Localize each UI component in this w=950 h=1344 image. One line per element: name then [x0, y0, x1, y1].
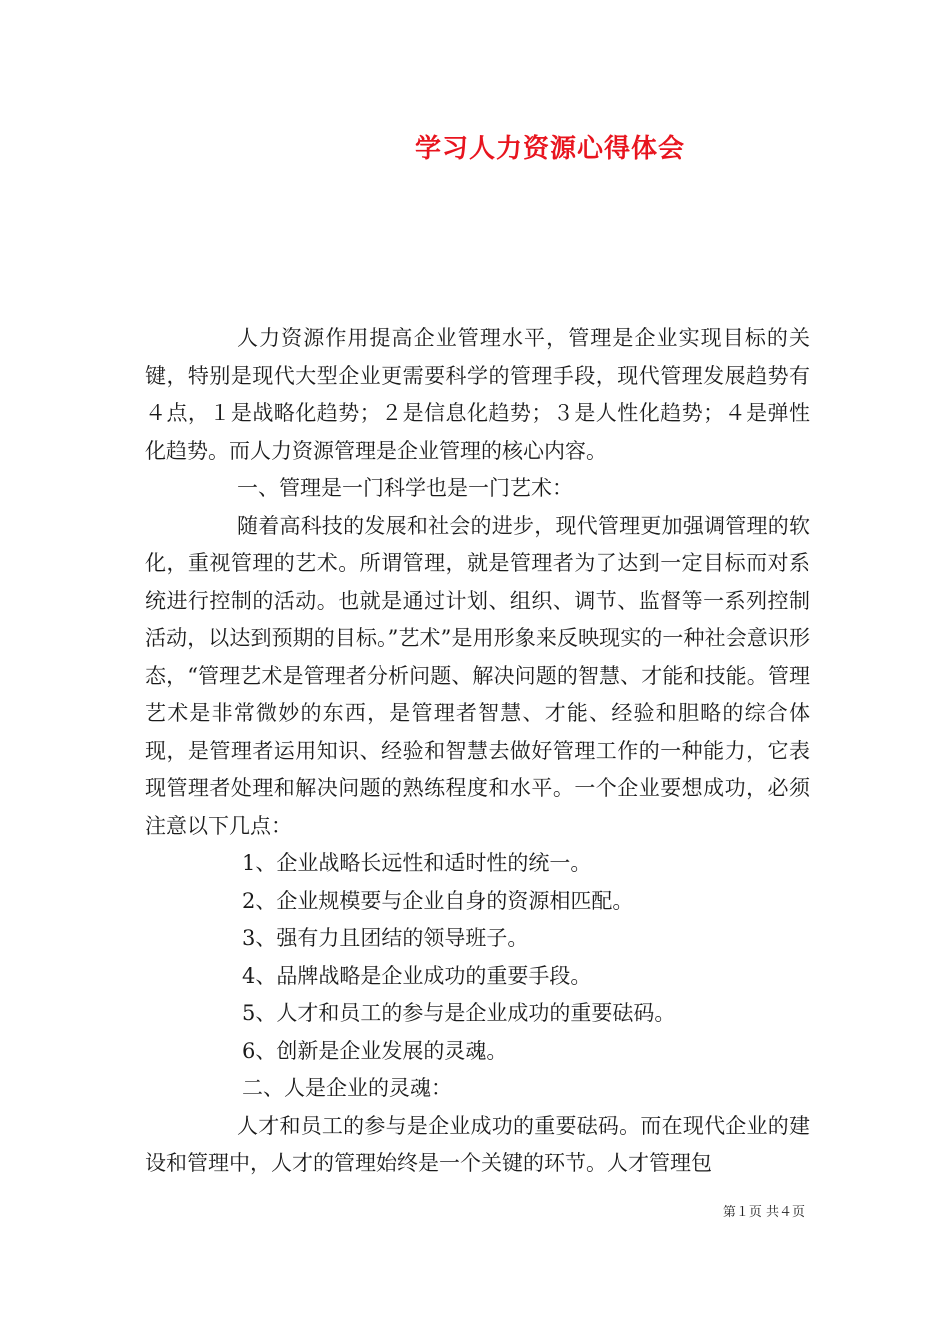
- document-body: [145, 320, 810, 1183]
- section-heading-1: 一、管理是一门科学也是一门艺术：: [237, 476, 573, 500]
- paragraph-talent: 人才和员工的参与是企业成功的重要砝码。而在现代企业的建设和管理中，人才的管理始终是一个关键的环节。人才管理包: [145, 1113, 810, 1175]
- document-title: 学习人力资源心得体会: [414, 134, 685, 164]
- page-number-footer: 第１页 共４页: [722, 1205, 805, 1220]
- section-heading-2: 二、人是企业的灵魂：: [242, 1076, 452, 1100]
- paragraph-intro: 人力资源作用提高企业管理水平，管理是企业实现目标的关键，特别是现代大型企业更需要科学的管理手段，现代管理发展趋势有４点，１是战略化趋势；２是信息化趋势；３是人性化趋势；４是弹性化趋势。而人力资源管理是企业管理的核心内容。: [145, 326, 810, 463]
- list-item: 4、品牌战略是企业成功的重要手段。: [242, 963, 592, 988]
- list-item: 6、创新是企业发展的灵魂。: [242, 1038, 508, 1063]
- list-item: 5、人才和员工的参与是企业成功的重要砝码。: [242, 1001, 676, 1025]
- list-item: 3、强有力且团结的领导班子。: [242, 926, 529, 950]
- paragraph-management-art: 随着高科技的发展和社会的进步，现代管理更加强调管理的软化，重视管理的艺术。所谓管理，就是管理者为了达到一定目标而对系统进行控制的活动。也就是通过计划、组织、调节、监督等一系列控制活动，以达到预期的目标。”艺术”是用形象来反映现实的一种社会意识形态，“管理艺术是管理者分析问题、解决问题的智慧、才能和技能。管理艺术是非常微妙的东西，是管理者智慧、才能、经验和胆略的综合体现，是管理者运用知识、经验和智慧去做好管理工作的一种能力，它表现管理者处理和解决问题的熟练程度和水平。一个企业要想成功，必须注意以下几点：: [145, 513, 810, 838]
- list-item: 1、企业战略长远性和适时性的统一。: [242, 851, 592, 875]
- list-item: 2、企业规模要与企业自身的资源相匹配。: [242, 888, 634, 913]
